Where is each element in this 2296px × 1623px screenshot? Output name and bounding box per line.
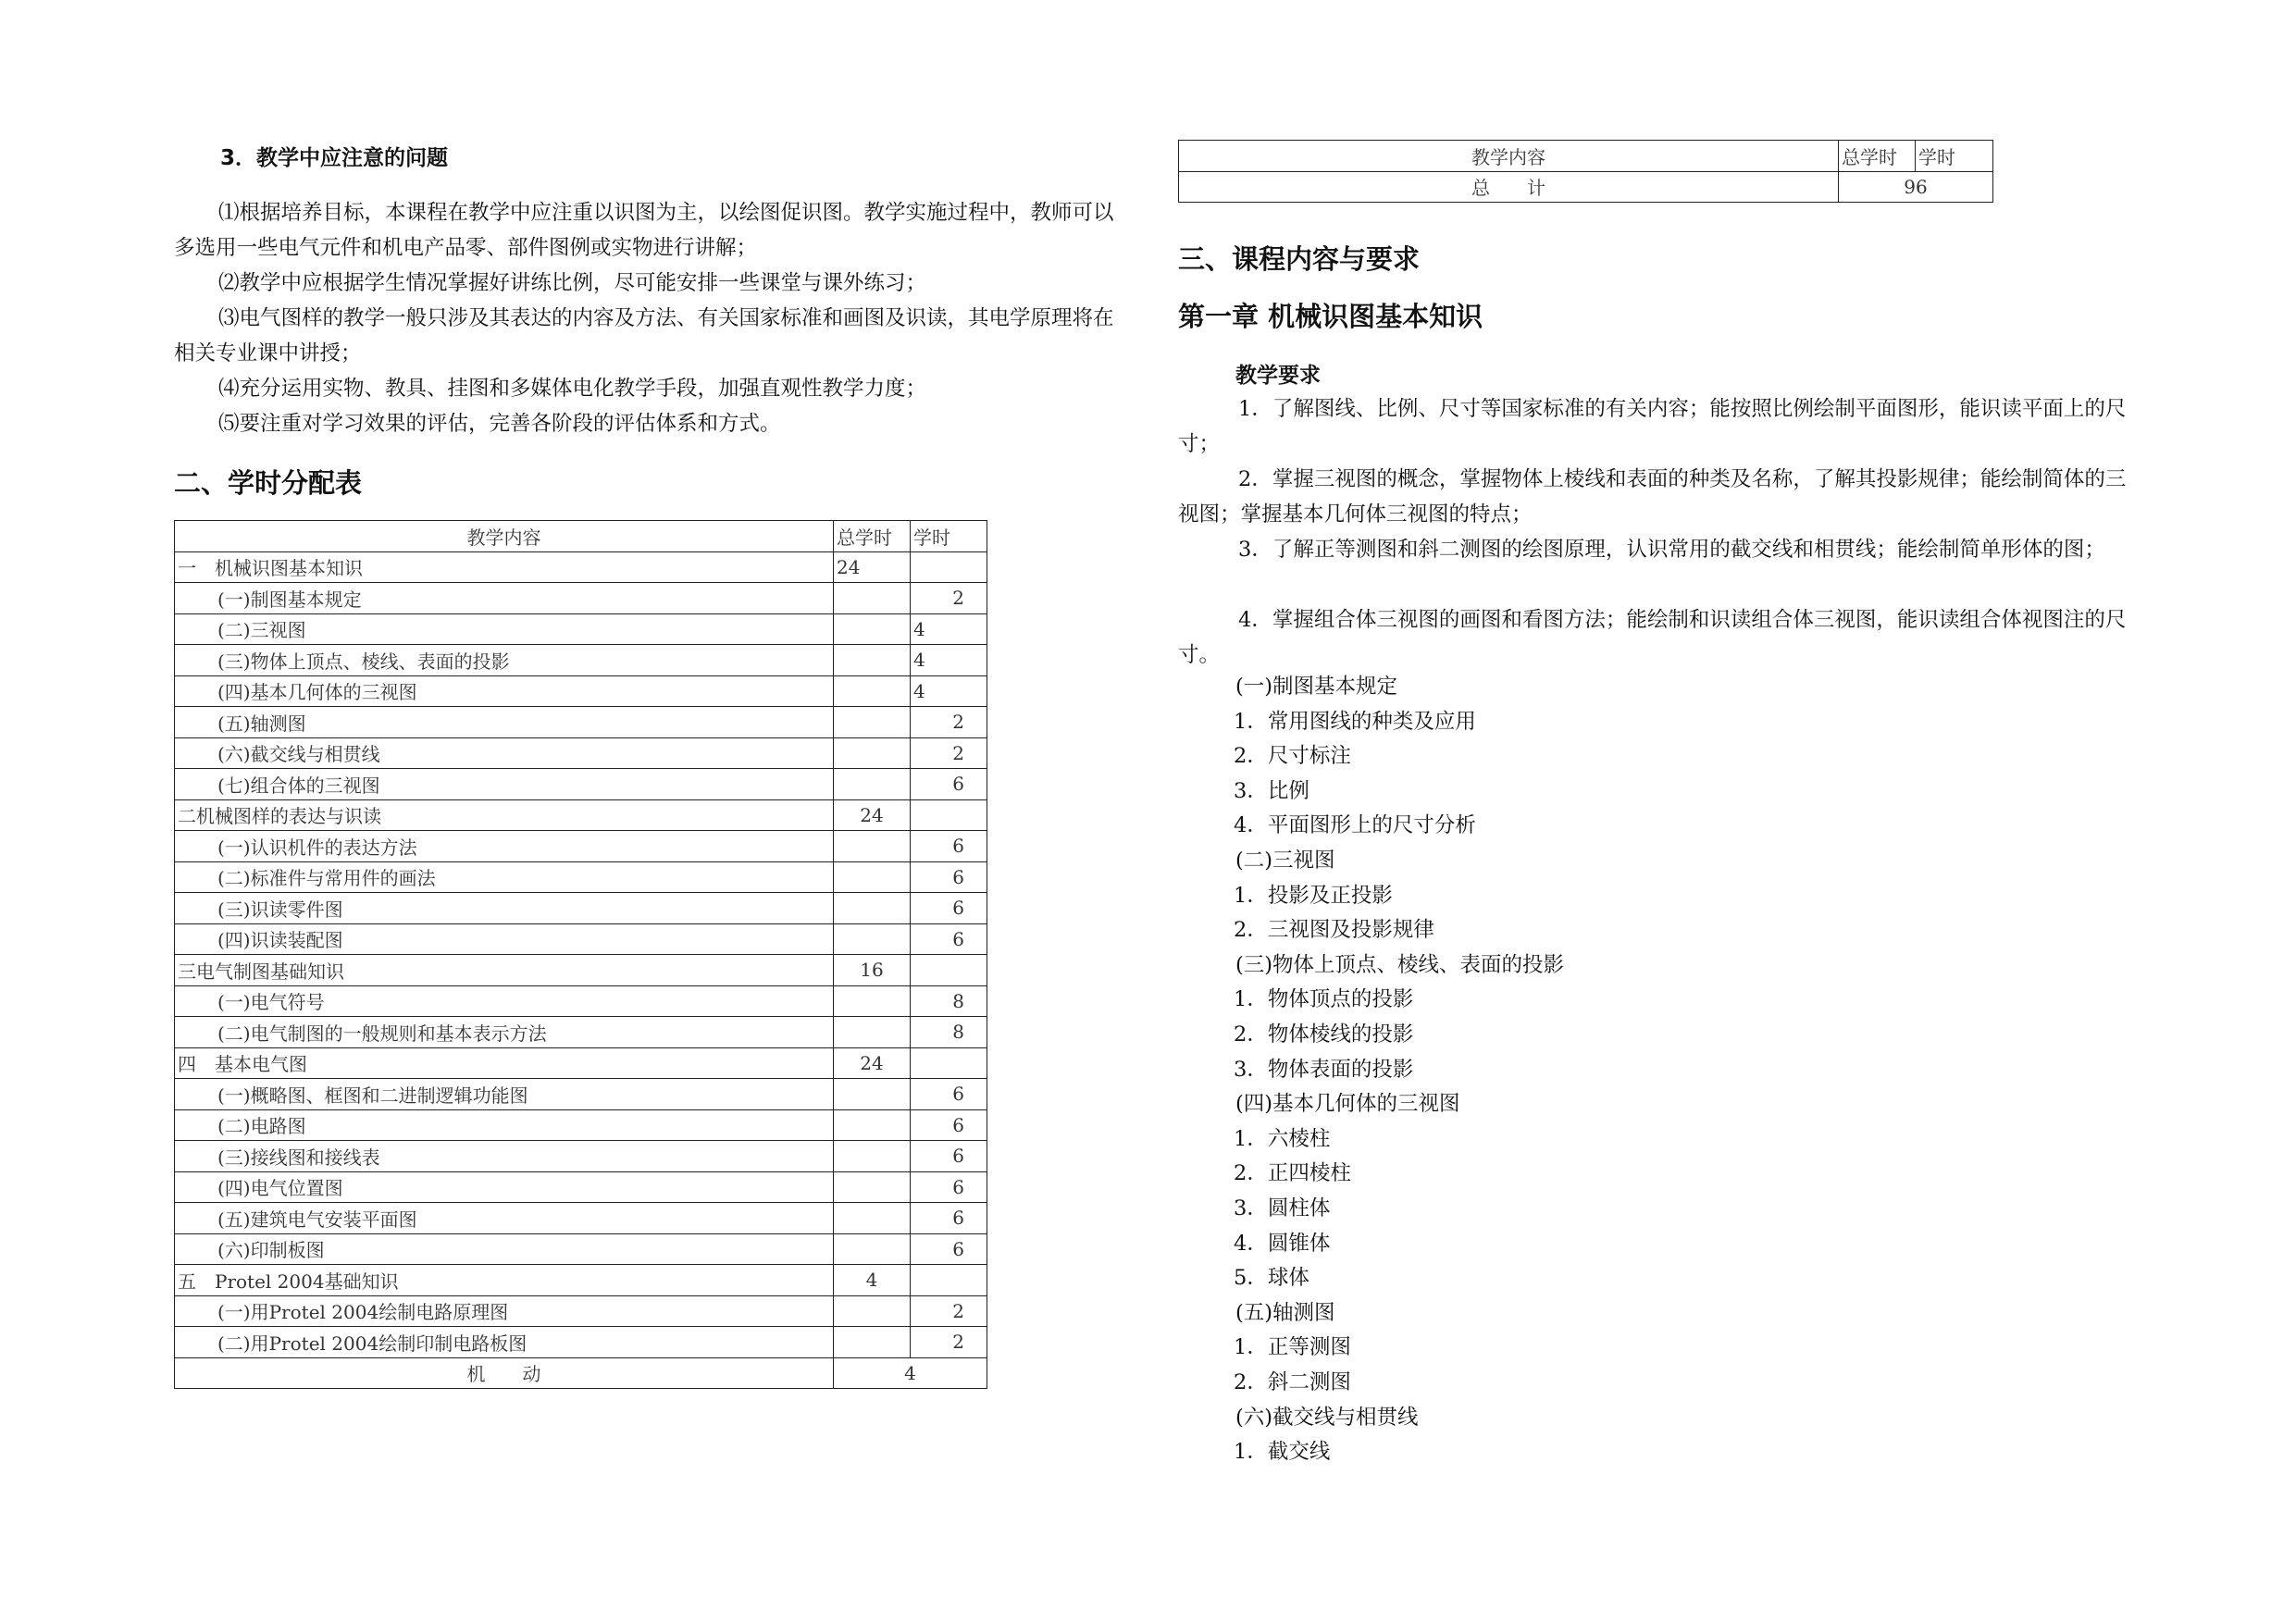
row-hours: 6: [911, 1171, 987, 1203]
row-total-hours: [834, 831, 911, 862]
note-4: ⑷充分运用实物、教具、挂图和多媒体电化教学手段，加强直观性教学力度；: [218, 377, 927, 401]
header-hours: 学时: [1916, 141, 1993, 172]
total-label: 总 计: [1179, 171, 1839, 203]
table-row: [175, 1203, 987, 1234]
requirements-heading: 教学要求: [1235, 364, 1321, 388]
row-total-hours: 24: [834, 1047, 911, 1079]
row-total-hours: 16: [834, 955, 911, 986]
row-total-hours: [834, 1141, 911, 1172]
table-row: [175, 861, 987, 893]
row-hours: 6: [911, 861, 987, 893]
row-content: (五)建筑电气安装平面图: [175, 1203, 834, 1234]
section-heading: 三、课程内容与要求: [1178, 243, 1421, 275]
row-hours: [911, 799, 987, 831]
outline-section: (一)制图基本规定: [1235, 675, 1398, 699]
row-content: (六)截交线与相贯线: [175, 737, 834, 769]
row-content: (一)概略图、框图和二进制逻辑功能图: [175, 1079, 834, 1110]
row-content: (二)电路图: [175, 1109, 834, 1141]
table-row: [175, 1233, 987, 1265]
header-total: 总学时: [834, 521, 911, 552]
table-row: [175, 583, 987, 614]
outline-item: 3．物体表面的投影: [1234, 1057, 1414, 1082]
row-content: (四)基本几何体的三视图: [175, 675, 834, 707]
row-total-hours: [834, 707, 911, 738]
table-row: [175, 955, 987, 986]
row-hours: 2: [911, 1295, 987, 1327]
requirement-1: 1．了解图线、比例、尺寸等国家标准的有关内容；能按照比例绘制平面图形，能识读平面上的尺寸；: [1178, 397, 2127, 456]
row-total-hours: [834, 1109, 911, 1141]
row-hours: 6: [911, 923, 987, 955]
table-row: [175, 707, 987, 738]
chapter-heading: 第一章 机械识图基本知识: [1178, 301, 1483, 332]
table-row: [175, 675, 987, 707]
table-row: [175, 1109, 987, 1141]
row-content: (一)认识机件的表达方法: [175, 831, 834, 862]
row-total-hours: [834, 737, 911, 769]
outline-section: (六)截交线与相贯线: [1235, 1405, 1419, 1430]
row-hours: 8: [911, 985, 987, 1017]
table-row: [175, 1017, 987, 1048]
row-total-hours: [834, 769, 911, 800]
outline-item: 4．平面图形上的尺寸分析: [1234, 813, 1476, 838]
row-total-hours: 4: [834, 1265, 911, 1296]
row-content: (一)电气符号: [175, 985, 834, 1017]
table-row: [175, 737, 987, 769]
table-row: [175, 985, 987, 1017]
total-value: 96: [1839, 171, 1993, 203]
outline-item: 2．尺寸标注: [1234, 744, 1351, 769]
row-content: (二)用Protel 2004绘制印制电路板图: [175, 1327, 834, 1358]
table-row: [175, 1265, 987, 1296]
row-content: (三)物体上顶点、棱线、表面的投影: [175, 645, 834, 676]
table-row: [175, 1047, 987, 1079]
header-content: 教学内容: [1179, 141, 1839, 172]
row-hours: 6: [911, 1141, 987, 1172]
row-hours: 2: [911, 737, 987, 769]
row-content: 四 基本电气图: [175, 1047, 834, 1079]
table-row: [175, 613, 987, 645]
note-1: ⑴根据培养目标，本课程在教学中应注重以识图为主，以绘图促识图。教学实施过程中，教师可以多选用一些电气元件和机电产品零、部件图例或实物进行讲解；: [174, 201, 1114, 260]
row-total-hours: [834, 1327, 911, 1358]
row-content: 五 Protel 2004基础知识: [175, 1265, 834, 1296]
row-hours: 2: [911, 707, 987, 738]
row-hours: 6: [911, 831, 987, 862]
table-row: [175, 799, 987, 831]
outline-item: 1．常用图线的种类及应用: [1234, 709, 1476, 734]
row-content: (二)三视图: [175, 613, 834, 645]
outline-item: 5．球体: [1234, 1266, 1309, 1291]
table-row: [175, 1079, 987, 1110]
row-total-hours: [834, 1203, 911, 1234]
row-hours: [911, 551, 987, 583]
table-row: [175, 551, 987, 583]
row-hours: 6: [911, 893, 987, 924]
row-hours: [911, 955, 987, 986]
row-total-hours: [834, 1171, 911, 1203]
outline-item: 1．截交线: [1234, 1440, 1331, 1465]
table-header-row: [175, 521, 987, 552]
row-content: (一)用Protel 2004绘制电路原理图: [175, 1295, 834, 1327]
row-hours: 6: [911, 1079, 987, 1110]
footer-value: 4: [834, 1357, 987, 1389]
table-row: [175, 893, 987, 924]
outline-section: (五)轴测图: [1235, 1300, 1335, 1325]
header-total: 总学时: [1839, 141, 1916, 172]
row-hours: 6: [911, 1233, 987, 1265]
row-total-hours: [834, 675, 911, 707]
table-row: [175, 1171, 987, 1203]
row-total-hours: [834, 893, 911, 924]
outline-item: 1．六棱柱: [1234, 1126, 1331, 1151]
outline-item: 3．比例: [1234, 778, 1309, 803]
outline-item: 1．正等测图: [1234, 1335, 1351, 1360]
table-row: [175, 831, 987, 862]
table-row: [175, 1295, 987, 1327]
note-2: ⑵教学中应根据学生情况掌握好讲练比例，尽可能安排一些课堂与课外练习；: [218, 271, 927, 295]
row-total-hours: [834, 645, 911, 676]
row-hours: [911, 1265, 987, 1296]
row-total-hours: [834, 583, 911, 614]
outline-item: 4．圆锥体: [1234, 1231, 1331, 1256]
row-content: (六)印制板图: [175, 1233, 834, 1265]
row-content: (二)电气制图的一般规则和基本表示方法: [175, 1017, 834, 1048]
row-content: (三)接线图和接线表: [175, 1141, 834, 1172]
header-content: 教学内容: [175, 521, 834, 552]
row-hours: 6: [911, 1109, 987, 1141]
row-total-hours: [834, 985, 911, 1017]
table-row: [175, 923, 987, 955]
row-hours: 8: [911, 1017, 987, 1048]
requirement-2: 2．掌握三视图的概念，掌握物体上棱线和表面的种类及名称，了解其投影规律；能绘制简体的三视图；掌握基本几何体三视图的特点；: [1178, 467, 2127, 527]
row-total-hours: [834, 923, 911, 955]
row-content: (四)识读装配图: [175, 923, 834, 955]
row-hours: 6: [911, 769, 987, 800]
alloc-heading: 二、学时分配表: [174, 467, 363, 499]
row-content: 一 机械识图基本知识: [175, 551, 834, 583]
table-footer-row: [175, 1357, 987, 1389]
table-row: [175, 769, 987, 800]
row-content: (三)识读零件图: [175, 893, 834, 924]
row-total-hours: [834, 1079, 911, 1110]
outline-item: 2．斜二测图: [1234, 1370, 1351, 1394]
row-total-hours: 24: [834, 799, 911, 831]
header-hours: 学时: [911, 521, 987, 552]
total-row: [1179, 171, 1993, 203]
outline-section: (二)三视图: [1235, 849, 1335, 873]
outline-item: 3．圆柱体: [1234, 1196, 1331, 1220]
outline-item: 2．物体棱线的投影: [1234, 1022, 1414, 1047]
hours-allocation-table: [174, 520, 987, 1389]
row-total-hours: [834, 1233, 911, 1265]
row-content: (二)标准件与常用件的画法: [175, 861, 834, 893]
footer-label: 机 动: [175, 1357, 834, 1389]
table-header-row: [1179, 141, 1993, 172]
requirement-4: 4．掌握组合体三视图的画图和看图方法；能绘制和识读组合体三视图，能识读组合体视图注的尺寸。: [1178, 608, 2127, 667]
row-hours: [911, 1047, 987, 1079]
outline-section: (三)物体上顶点、棱线、表面的投影: [1235, 952, 1565, 977]
row-hours: 4: [911, 613, 987, 645]
table-row: [175, 1141, 987, 1172]
row-total-hours: [834, 861, 911, 893]
requirement-3: 3．了解正等测图和斜二测图的绘图原理，认识常用的截交线和相贯线；能绘制简单形体的图；: [1238, 538, 2105, 562]
row-hours: 6: [911, 1203, 987, 1234]
row-hours: 2: [911, 583, 987, 614]
row-hours: 4: [911, 645, 987, 676]
row-content: (七)组合体的三视图: [175, 769, 834, 800]
row-total-hours: [834, 1295, 911, 1327]
row-total-hours: [834, 1017, 911, 1048]
note-3: ⑶电气图样的教学一般只涉及其表达的内容及方法、有关国家标准和画图及识读，其电学原理将在相关专业课中讲授；: [174, 306, 1114, 365]
row-content: 二机械图样的表达与识读: [175, 799, 834, 831]
table-row: [175, 1327, 987, 1358]
notes-heading: 3．教学中应注意的问题: [220, 146, 449, 170]
outline-item: 2．正四棱柱: [1234, 1161, 1351, 1186]
row-content: (四)电气位置图: [175, 1171, 834, 1203]
outline-section: (四)基本几何体的三视图: [1235, 1092, 1460, 1117]
row-hours: 4: [911, 675, 987, 707]
note-5: ⑸要注重对学习效果的评估，完善各阶段的评估体系和方式。: [218, 412, 781, 436]
outline-item: 2．三视图及投影规律: [1234, 918, 1434, 943]
row-content: 三电气制图基础知识: [175, 955, 834, 986]
row-content: (五)轴测图: [175, 707, 834, 738]
outline-item: 1．投影及正投影: [1234, 883, 1393, 908]
row-hours: 2: [911, 1327, 987, 1358]
row-content: (一)制图基本规定: [175, 583, 834, 614]
row-total-hours: 24: [834, 551, 911, 583]
outline-item: 1．物体顶点的投影: [1234, 987, 1414, 1012]
total-table: [1178, 140, 1993, 203]
table-row: [175, 645, 987, 676]
row-total-hours: [834, 613, 911, 645]
